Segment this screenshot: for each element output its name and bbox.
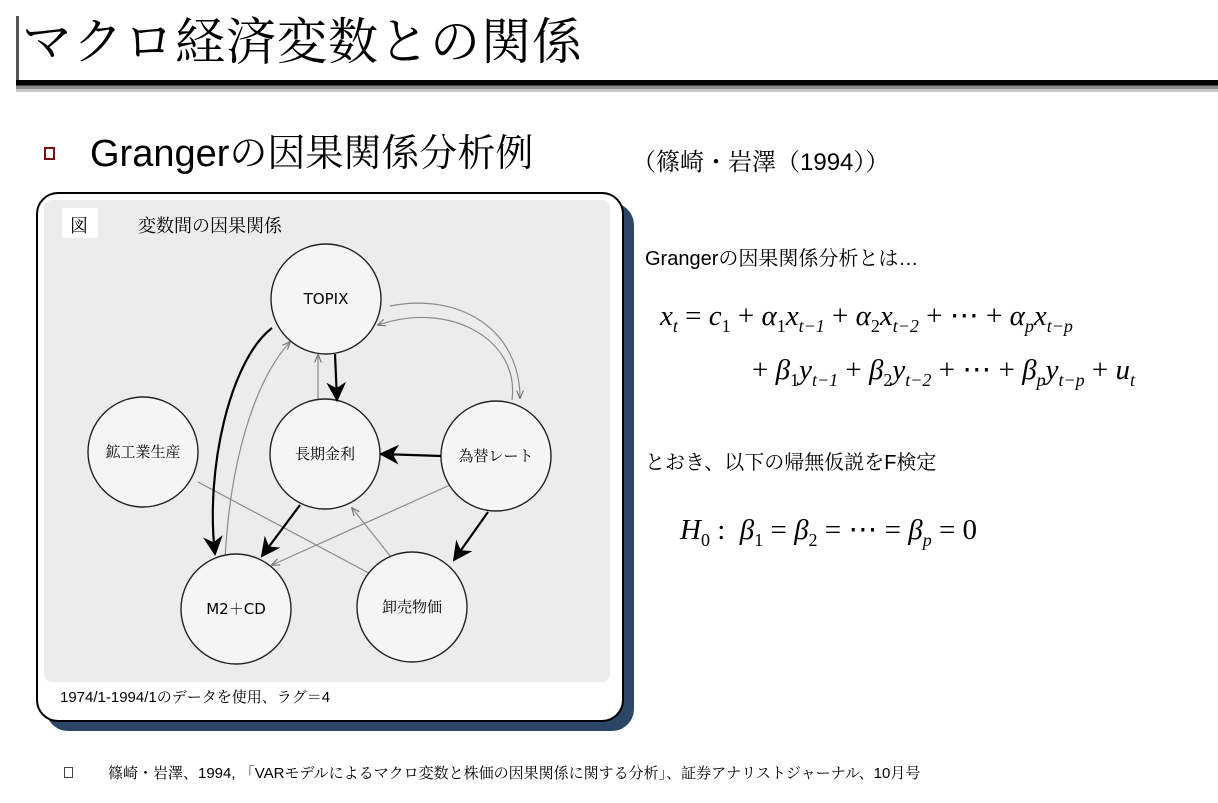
- figure-heading: 変数間の因果関係: [138, 216, 282, 237]
- footer-bullet-icon: [64, 767, 73, 778]
- null-hypothesis: $H_0$ : $\beta_1 = \beta_2$ = ⋯ = $\beta_p = 0$: [680, 514, 978, 550]
- footer-reference: 篠崎・岩澤、1994, 「VARモデルによるマクロ変数と株価の因果関係に関する分析」、証券アナリストジャーナル、10月号: [108, 765, 921, 782]
- node-label-topix: TOPIX: [303, 290, 349, 308]
- granger-heading: Grangerの因果関係分析とは…: [645, 248, 919, 270]
- node-label-m2cd: M2＋CD: [206, 600, 266, 618]
- weak-arrow-topix-to-fx: [390, 303, 520, 398]
- page-title: マクロ経済変数との関係: [22, 13, 583, 71]
- node-label-wholesale: 卸売物価: [381, 598, 443, 616]
- arrow-longrate-to-m2cd: [262, 505, 300, 556]
- arrow-fx-to-wholesale: [454, 512, 488, 560]
- arrow-topix-to-longrate: [335, 354, 337, 400]
- arrow-fx-to-longrate: [381, 454, 441, 456]
- weak-arrow-wholesale-to-rate: [352, 508, 395, 562]
- node-label-mining: 鉱工業生産: [105, 443, 181, 461]
- node-label-longrate: 長期金利: [294, 445, 356, 463]
- figure-label: 図: [70, 216, 88, 237]
- subtitle: Grangerの因果関係分析例: [90, 133, 534, 175]
- equation-line-2: + $\beta_1y_{t-1} + \beta_2y_{t-2}$ + ⋯ + $\beta_py_{t-p} + u_t$: [752, 354, 1136, 390]
- f-test-text: とおき、以下の帰無仮説をF検定: [645, 452, 937, 474]
- subtitle-reference: （篠崎・岩澤（1994））: [632, 149, 890, 176]
- node-label-fx: 為替レート: [458, 447, 534, 465]
- figure-caption: 1974/1-1994/1のデータを使用、ラグ＝4: [60, 689, 331, 706]
- equation-line-1: $x_t = c_1 + \alpha_1x_{t-1} + \alpha_2x_{t-2}$ + ⋯ + $\alpha_px_{t-p}$: [660, 300, 1073, 336]
